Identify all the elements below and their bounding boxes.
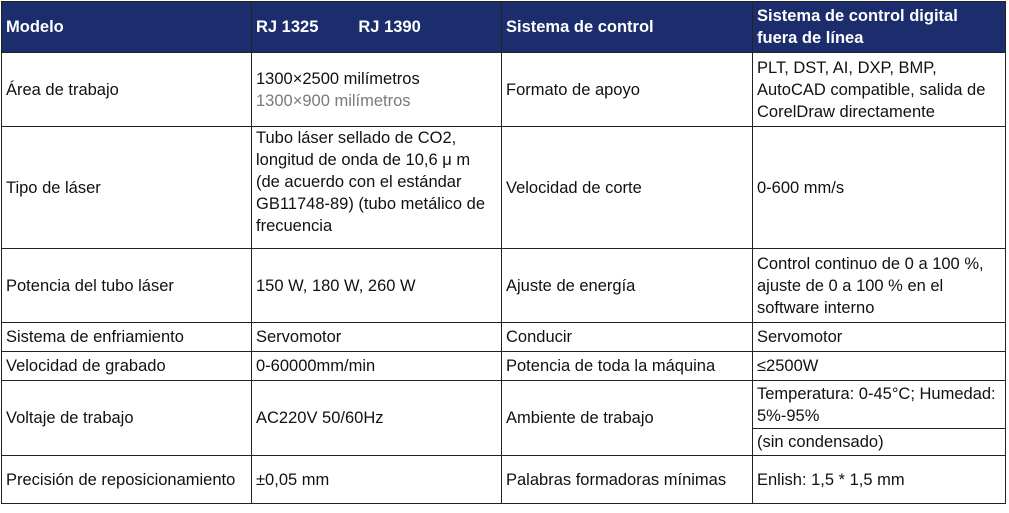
row-label-work-area: Área de trabajo [2, 53, 252, 127]
row-label-laser-type: Tipo de láser [2, 127, 252, 249]
table-row [2, 127, 1006, 249]
table-row [2, 456, 1006, 504]
row-label-engrave-speed: Velocidad de grabado [2, 352, 252, 381]
laser-type-value: Tubo láser sellado de CO2, longitud de onda de 10,6 μ m (de acuerdo con el estándar GB11748-89) (tubo metálico de frecuencia [256, 129, 485, 235]
header-rj1325: RJ 1325 [256, 18, 319, 36]
row-key-drive: Conducir [502, 323, 753, 352]
header-offline-system: Sistema de control digital fuera de línea [753, 2, 1006, 53]
support-format-value: PLT, DST, AI, DXP, BMP, AutoCAD compatible, salida de CorelDraw directamente [753, 53, 1006, 127]
row-key-cut-speed: Velocidad de corte [502, 127, 753, 249]
precision-value: ±0,05 mm [252, 456, 502, 504]
header-control-system: Sistema de control [502, 2, 753, 53]
row-key-environment: Ambiente de trabajo [502, 381, 753, 456]
spec-table [1, 1, 1006, 504]
row-label-voltage: Voltaje de trabajo [2, 381, 252, 456]
header-model: Modelo [2, 2, 252, 53]
row-key-min-chars: Palabras formadoras mínimas [502, 456, 753, 504]
header-models [252, 2, 502, 53]
min-chars-value: Enlish: 1,5 * 1,5 mm [753, 456, 1006, 504]
work-area-value-a: 1300×2500 milímetros [256, 69, 420, 88]
engrave-speed-value: 0-60000mm/min [252, 352, 502, 381]
row-label-cooling: Sistema de enfriamiento [2, 323, 252, 352]
row-label-precision: Precisión de reposicionamiento [2, 456, 252, 504]
header-row [2, 2, 1006, 53]
table-row [2, 381, 1006, 429]
environment-value-a: Temperatura: 0-45°C; Humedad: 5%-95% [753, 381, 1006, 429]
table-row [2, 352, 1006, 381]
work-area-value-b: 1300×900 milímetros [256, 91, 411, 110]
row-key-machine-power: Potencia de toda la máquina [502, 352, 753, 381]
energy-adjust-value: Control continuo de 0 a 100 %, ajuste de 0 a 100 % en el software interno [753, 249, 1006, 323]
machine-power-value: ≤2500W [753, 352, 1006, 381]
laser-type-cell [252, 127, 502, 249]
cut-speed-value: 0-600 mm/s [753, 127, 1006, 249]
table-row [2, 249, 1006, 323]
row-key-support-format: Formato de apoyo [502, 53, 753, 127]
table-row [2, 53, 1006, 127]
cooling-value: Servomotor [252, 323, 502, 352]
environment-value-b: (sin condensado) [753, 429, 1006, 456]
row-label-tube-power: Potencia del tubo láser [2, 249, 252, 323]
header-rj1390: RJ 1390 [358, 18, 421, 36]
work-area-value [252, 53, 502, 127]
drive-value: Servomotor [753, 323, 1006, 352]
voltage-value: AC220V 50/60Hz [252, 381, 502, 456]
row-key-energy-adjust: Ajuste de energía [502, 249, 753, 323]
tube-power-value: 150 W, 180 W, 260 W [252, 249, 502, 323]
table-row [2, 323, 1006, 352]
